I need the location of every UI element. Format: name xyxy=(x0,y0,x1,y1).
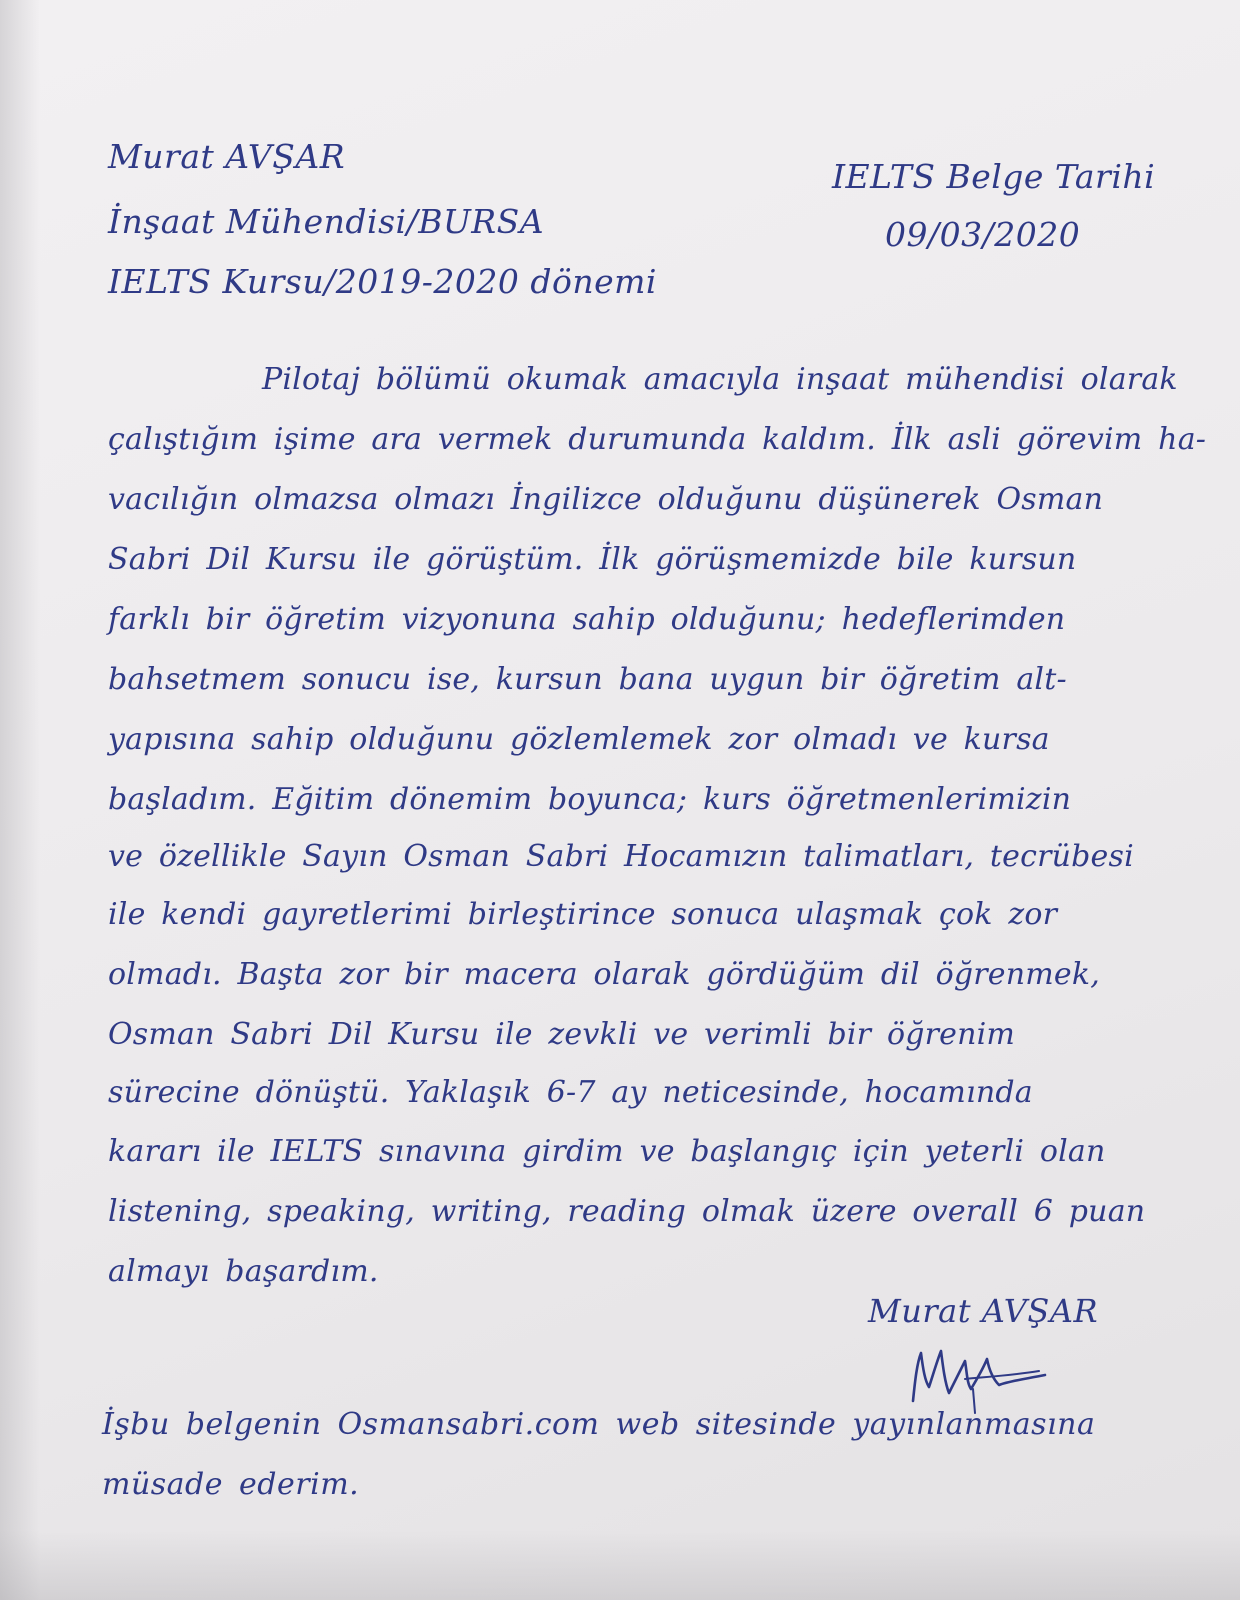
body-line: Sabri Dil Kursu ile görüştüm. İlk görüşmemizde bile kursun xyxy=(108,542,1077,577)
body-line: vacılığın olmazsa olmazı İngilizce olduğunu düşünerek Osman xyxy=(108,482,1104,517)
author-profession: İnşaat Mühendisi/BURSA xyxy=(108,202,545,241)
body-line: almayı başardım. xyxy=(108,1254,379,1289)
permission-line: müsade ederim. xyxy=(102,1467,360,1502)
permission-line: İşbu belgenin Osmansabri.com web sitesinde yayınlanmasına xyxy=(102,1407,1096,1442)
body-line: yapısına sahip olduğunu gözlemlemek zor olmadı ve kursa xyxy=(108,722,1050,757)
signature-name: Murat AVŞAR xyxy=(868,1292,1099,1330)
body-line: Osman Sabri Dil Kursu ile zevkli ve verimli bir öğrenim xyxy=(108,1017,1016,1052)
body-line: listening, speaking, writing, reading olmak üzere overall 6 puan xyxy=(108,1194,1146,1229)
body-line: farklı bir öğretim vizyonuna sahip olduğunu; hedeflerimden xyxy=(108,602,1066,637)
body-line: ve özellikle Sayın Osman Sabri Hocamızın talimatları, tecrübesi xyxy=(108,839,1134,874)
paper-shadow-bottom xyxy=(0,1530,1240,1600)
author-name: Murat AVŞAR xyxy=(108,137,346,176)
body-line: çalıştığım işime ara vermek durumunda kaldım. İlk asli görevim ha- xyxy=(108,422,1207,457)
body-line: Pilotaj bölümü okumak amacıyla inşaat mühendisi olarak xyxy=(262,362,1178,397)
body-line: başladım. Eğitim dönemim boyunca; kurs öğretmenlerimizin xyxy=(108,782,1072,817)
body-line: bahsetmem sonucu ise, kursun bana uygun bir öğretim alt- xyxy=(108,662,1067,697)
course-info: IELTS Kursu/2019-2020 dönemi xyxy=(108,262,657,301)
body-line: kararı ile IELTS sınavına girdim ve başlangıç için yeterli olan xyxy=(108,1134,1106,1169)
paper-shadow-left xyxy=(0,0,40,1600)
signature-mark xyxy=(905,1335,1065,1415)
body-line: ile kendi gayretlerimi birleştirince sonuca ulaşmak çok zor xyxy=(108,897,1058,932)
body-line: olmadı. Başta zor bir macera olarak gördüğüm dil öğrenmek, xyxy=(108,957,1100,992)
document-date: 09/03/2020 xyxy=(885,215,1081,254)
date-label: IELTS Belge Tarihi xyxy=(832,157,1156,196)
body-line: sürecine dönüştü. Yaklaşık 6-7 ay neticesinde, hocamında xyxy=(108,1075,1033,1110)
